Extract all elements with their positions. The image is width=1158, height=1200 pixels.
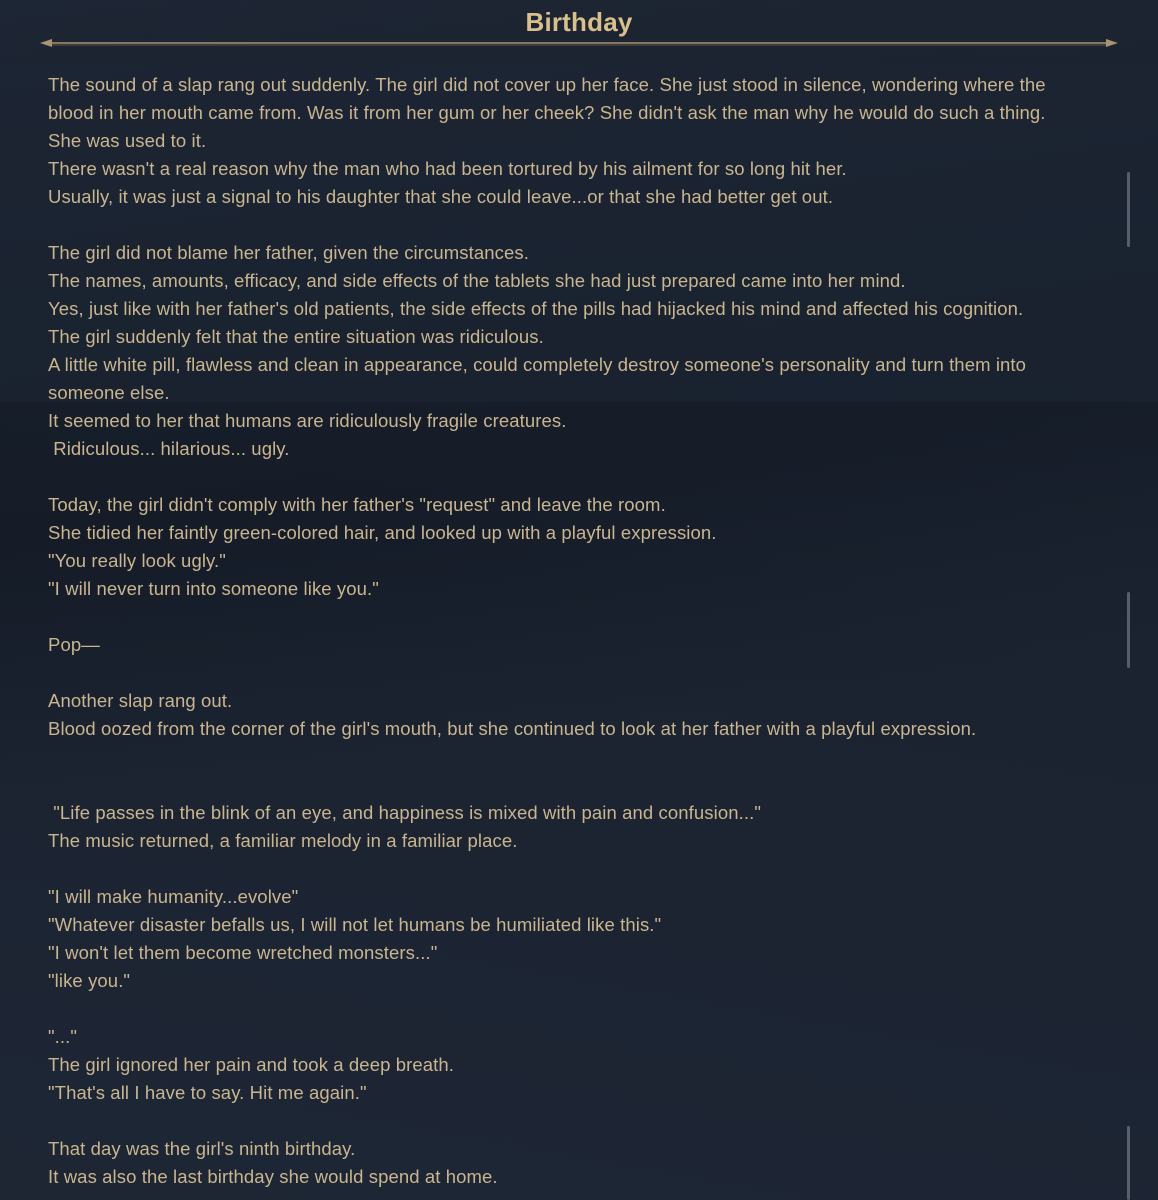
paragraph-gap [48, 743, 1118, 771]
text-line: She tidied her faintly green-colored hair, and looked up with a playful expression. [48, 522, 717, 543]
paragraph-gap [48, 771, 1118, 799]
paragraph [48, 239, 1118, 463]
text-line: Usually, it was just a signal to his daughter that she could leave...or that she had better get out. [48, 186, 834, 207]
text-line: "..." [48, 1026, 78, 1047]
text-line: It was also the last birthday she would spend at home. [48, 1166, 498, 1187]
page-title: Birthday [525, 7, 633, 37]
text-line: Ridiculous... hilarious... ugly. [48, 438, 290, 459]
text-line: someone else. [48, 382, 170, 403]
paragraph [48, 491, 1118, 603]
paragraph-gap [48, 603, 1118, 631]
text-line: "I will make humanity...evolve" [48, 886, 299, 907]
text-line: Another slap rang out. [48, 690, 233, 711]
paragraph-gap [48, 1107, 1118, 1135]
paragraph [48, 799, 1118, 855]
text-line: "I will never turn into someone like you." [48, 578, 379, 599]
text-line: A little white pill, flawless and clean in appearance, could completely destroy someone's personality and turn them into [48, 354, 1027, 375]
text-line: Pop— [48, 634, 100, 655]
title-divider [40, 37, 1118, 49]
text-line: "like you." [48, 970, 131, 991]
scrollbar-thumb[interactable] [1127, 1126, 1130, 1200]
paragraph [48, 687, 1118, 743]
text-line: Today, the girl didn't comply with her father's "request" and leave the room. [48, 494, 666, 515]
paragraph [48, 631, 1118, 659]
text-line: That day was the girl's ninth birthday. [48, 1138, 356, 1159]
header [0, 0, 1158, 48]
paragraph [48, 71, 1118, 211]
paragraph-gap [48, 995, 1118, 1023]
text-line: Yes, just like with her father's old patients, the side effects of the pills had hijacked his mind and affected his cognition. [48, 298, 1024, 319]
text-line: "You really look ugly." [48, 550, 226, 571]
text-line: blood in her mouth came from. Was it from her gum or her cheek? She didn't ask the man why he would do such a thing. [48, 102, 1046, 123]
text-line: The girl suddenly felt that the entire situation was ridiculous. [48, 326, 544, 347]
text-line: The sound of a slap rang out suddenly. The girl did not cover up her face. She just stood in silence, wondering where the [48, 74, 1046, 95]
text-line: "Life passes in the blink of an eye, and happiness is mixed with pain and confusion..." [48, 802, 762, 823]
text-line: There wasn't a real reason why the man who had been tortured by his ailment for so long hit her. [48, 158, 847, 179]
text-line: The music returned, a familiar melody in a familiar place. [48, 830, 518, 851]
text-line: It seemed to her that humans are ridiculously fragile creatures. [48, 410, 567, 431]
text-line: The girl did not blame her father, given the circumstances. [48, 242, 529, 263]
text-line: The girl ignored her pain and took a deep breath. [48, 1054, 455, 1075]
text-line: "That's all I have to say. Hit me again." [48, 1082, 367, 1103]
text-line: "I won't let them become wretched monsters..." [48, 942, 438, 963]
text-line: Blood oozed from the corner of the girl's mouth, but she continued to look at her father with a playful expression. [48, 718, 977, 739]
scrollbar-thumb[interactable] [1127, 172, 1130, 247]
paragraph-gap [48, 463, 1118, 491]
paragraph-gap [48, 855, 1118, 883]
paragraph [48, 883, 1118, 995]
scrollbar-thumb[interactable] [1127, 592, 1130, 668]
paragraph [48, 1023, 1118, 1107]
text-line: The names, amounts, efficacy, and side effects of the tablets she had just prepared came into her mind. [48, 270, 906, 291]
paragraph-gap [48, 211, 1118, 239]
story-text [48, 71, 1118, 1191]
text-line: She was used to it. [48, 130, 207, 151]
text-line: "Whatever disaster befalls us, I will not let humans be humiliated like this." [48, 914, 662, 935]
paragraph-gap [48, 659, 1118, 687]
paragraph [48, 1135, 1118, 1191]
